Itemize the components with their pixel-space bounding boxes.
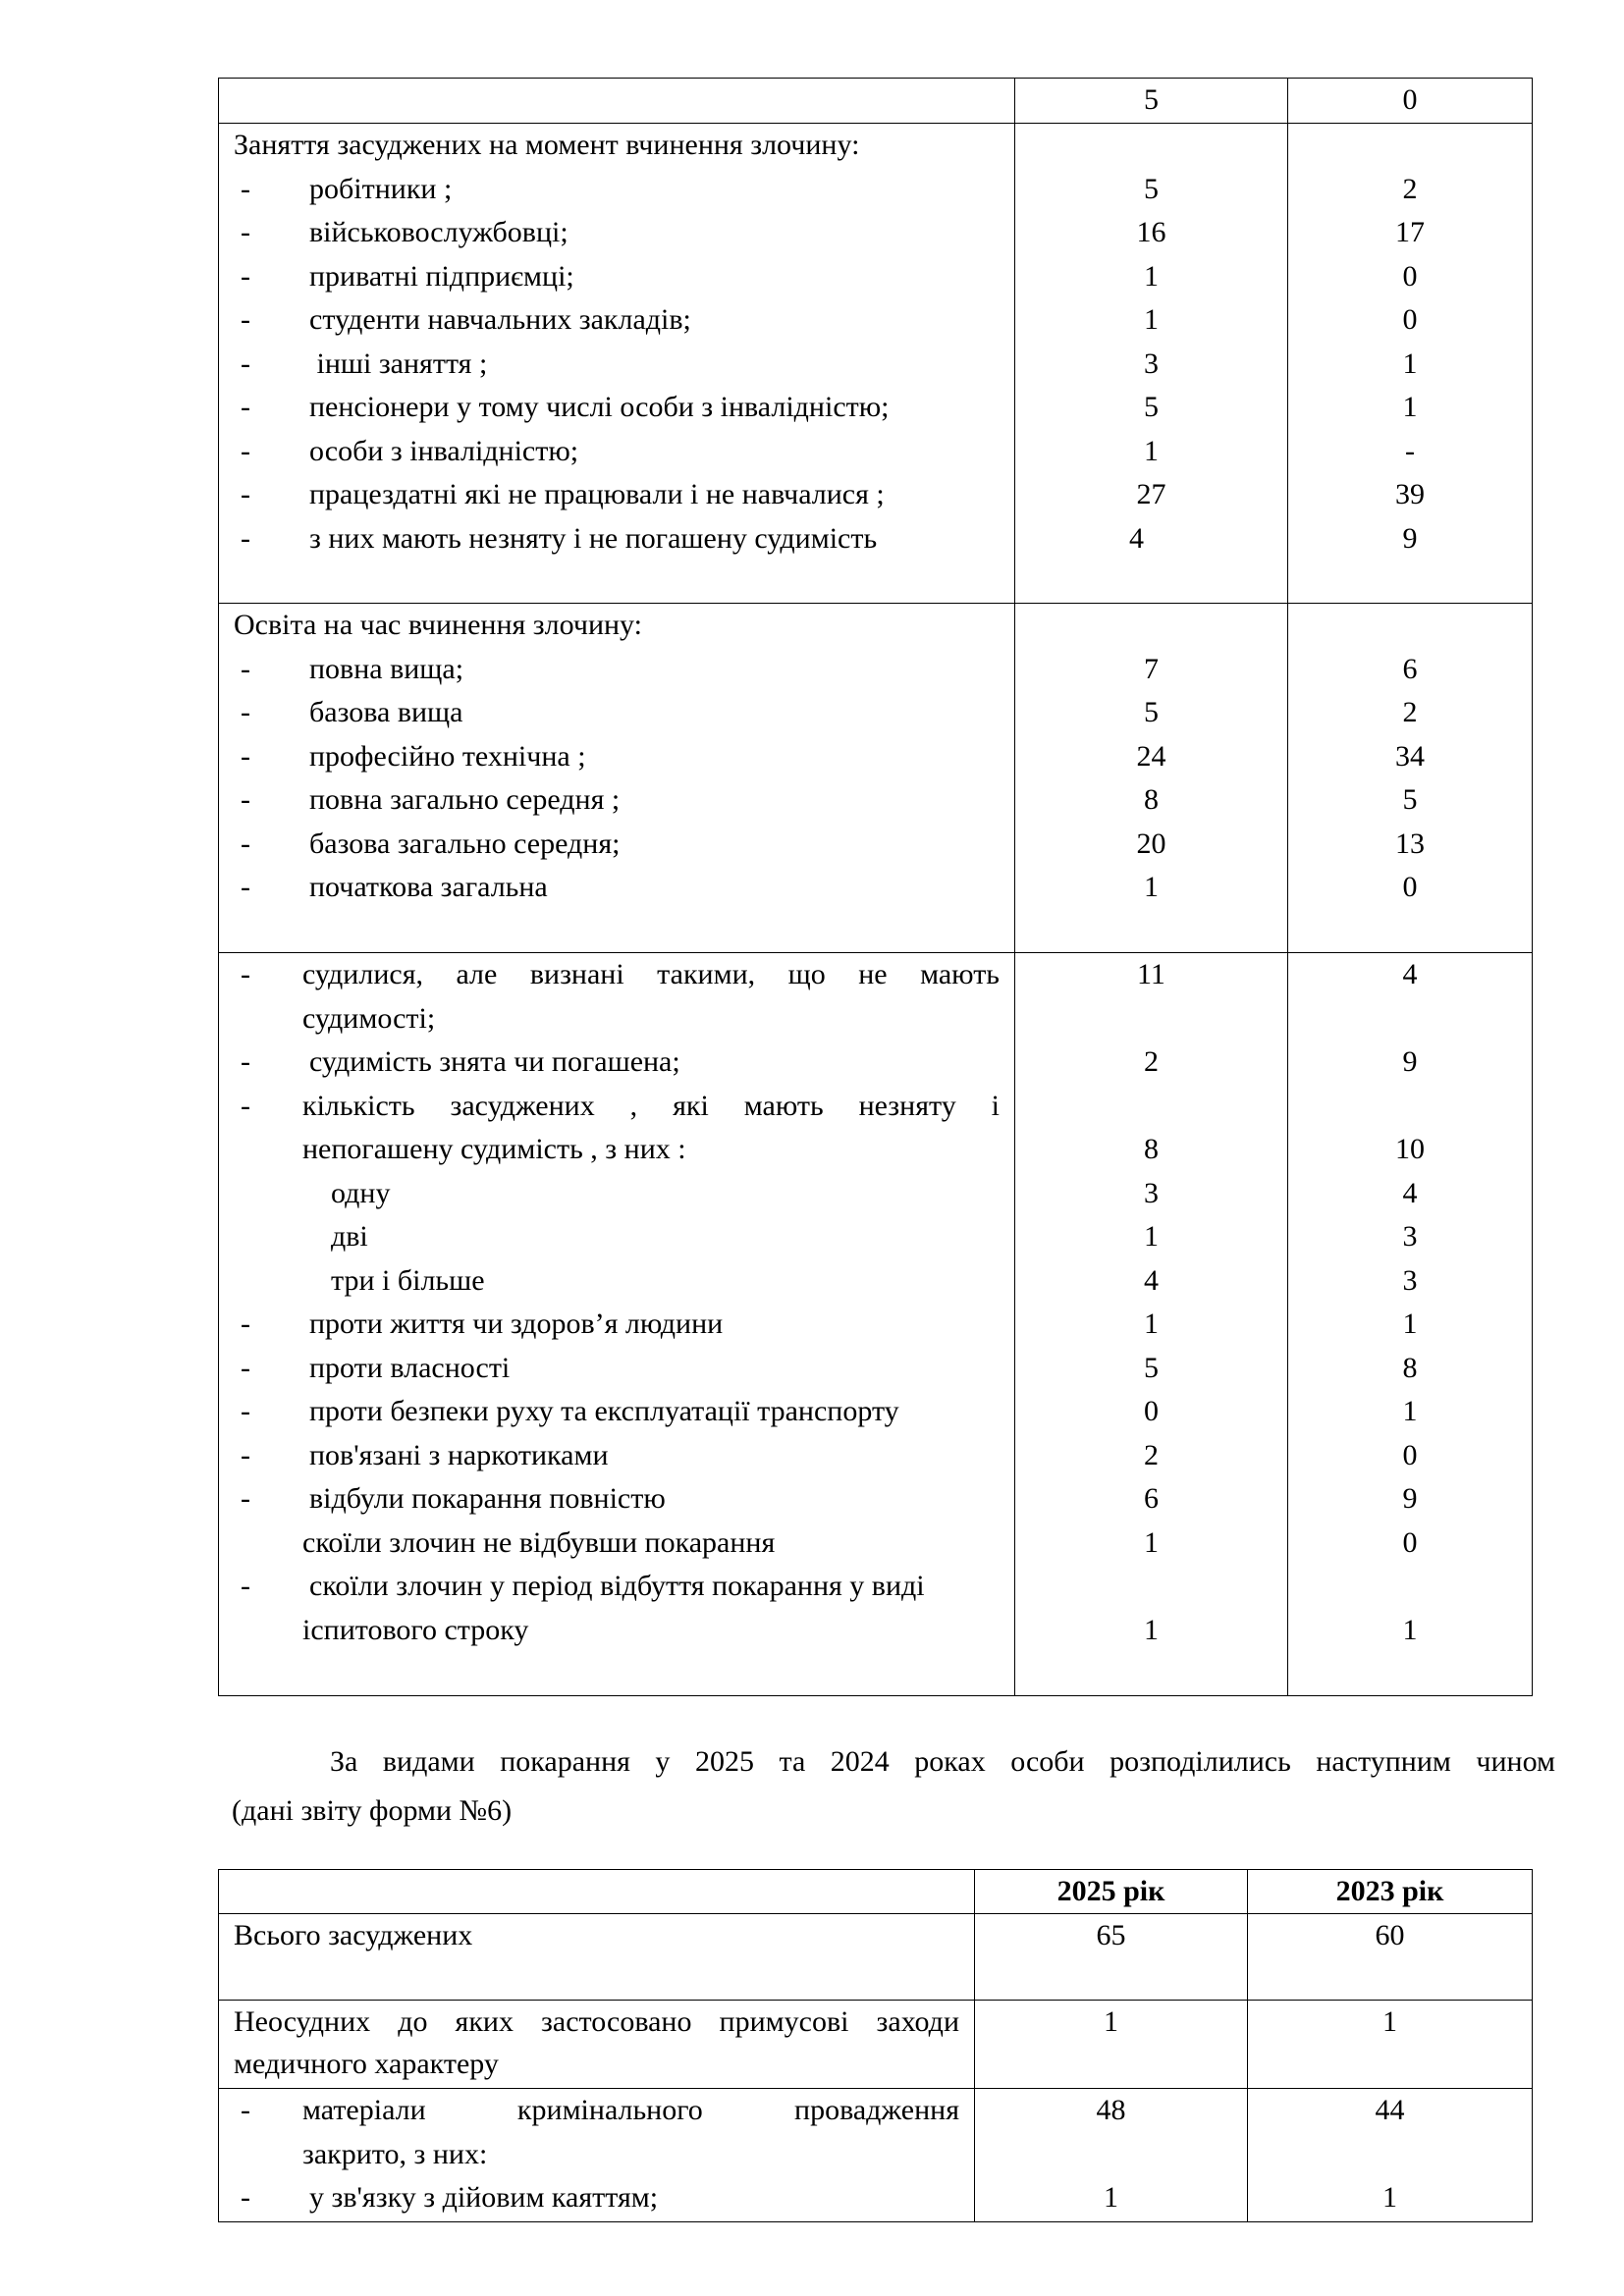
value-2025: 27 bbox=[1136, 478, 1166, 510]
list-item: - базова вища bbox=[241, 696, 463, 728]
value-2024: 1 bbox=[1402, 1613, 1418, 1646]
list-item-continuation: закрито, з них: bbox=[302, 2137, 488, 2170]
list-item: - робітники ; bbox=[241, 172, 453, 205]
value-2023: 1 bbox=[1382, 2181, 1397, 2214]
value-2025: 5 bbox=[1144, 83, 1159, 116]
column-header-2025: 2025 рік bbox=[1056, 1875, 1165, 1907]
list-item: - повна загально середня ; bbox=[241, 783, 621, 816]
list-item: - початкова загальна bbox=[241, 871, 548, 903]
punishment-table bbox=[218, 1869, 1533, 2222]
value-2024: 0 bbox=[1402, 1438, 1418, 1471]
list-item: - скоїли злочин у період відбуття покарання у виді bbox=[241, 1570, 925, 1602]
value-2024: 0 bbox=[1402, 259, 1418, 293]
records-label-cell bbox=[219, 953, 1015, 1696]
table-row bbox=[219, 2001, 1533, 2089]
list-item: - матеріали кримінального провадження bbox=[241, 2094, 959, 2126]
value-2025: 1 bbox=[1104, 2005, 1118, 2038]
value-2024: 1 bbox=[1402, 1308, 1418, 1340]
value-2025: 1 bbox=[1144, 434, 1159, 467]
table-row bbox=[219, 2089, 1533, 2222]
value-2025: 1 bbox=[1144, 1220, 1159, 1253]
value-2024: 34 bbox=[1395, 739, 1425, 773]
occupation-label-cell bbox=[219, 124, 1015, 604]
list-item-continuation: непогашену судимість , з них : bbox=[302, 1133, 686, 1165]
value-2024: 1 bbox=[1402, 391, 1418, 423]
value-2024: 39 bbox=[1395, 478, 1425, 510]
list-item: - військовослужбовці; bbox=[241, 216, 568, 248]
value-2024: 10 bbox=[1395, 1133, 1425, 1165]
value-2025: 2 bbox=[1144, 1438, 1159, 1471]
value-2024: 1 bbox=[1402, 1395, 1418, 1427]
column-header-2023: 2023 рік bbox=[1335, 1875, 1444, 1907]
value-2025: 5 bbox=[1144, 172, 1159, 205]
list-item: - студенти навчальних закладів; bbox=[241, 303, 691, 336]
list-item: скоїли злочин не відбувши покарання bbox=[302, 1525, 776, 1559]
value-2025: 5 bbox=[1144, 696, 1159, 728]
value-2024: 4 bbox=[1402, 958, 1418, 990]
list-item-continuation: судимості; bbox=[302, 1001, 436, 1035]
value-2024: - bbox=[1405, 434, 1415, 467]
statistics-table bbox=[218, 78, 1533, 1696]
value-2024: 0 bbox=[1402, 83, 1418, 116]
value-2024: 9 bbox=[1402, 1045, 1418, 1078]
table-row bbox=[219, 604, 1533, 953]
table-row bbox=[219, 1914, 1533, 2001]
value-2024: 17 bbox=[1395, 216, 1425, 248]
list-item: - з них мають незняту і не погашену судимість bbox=[241, 521, 878, 555]
list-item: - у зв'язку з дійовим каяттям; bbox=[241, 2181, 659, 2214]
list-item: - інші заняття ; bbox=[241, 347, 488, 380]
value-2025: 48 bbox=[1096, 2094, 1126, 2126]
value-2024: 3 bbox=[1402, 1220, 1418, 1253]
table-header-row bbox=[219, 1870, 1533, 1914]
list-item: - професійно технічна ; bbox=[241, 739, 586, 773]
value-2024: 2 bbox=[1402, 172, 1418, 205]
value-2024: 5 bbox=[1402, 783, 1418, 816]
value-2025: 1 bbox=[1144, 259, 1159, 293]
sub-item: три і більше bbox=[331, 1263, 485, 1297]
section-title: Освіта на час вчинення злочину: bbox=[234, 609, 642, 641]
list-item: - пов'язані з наркотиками bbox=[241, 1438, 609, 1471]
values-2024-cell bbox=[1288, 124, 1533, 604]
value-2025: 3 bbox=[1144, 347, 1159, 380]
value-2024: 9 bbox=[1402, 1482, 1418, 1515]
value-2024: 1 bbox=[1402, 347, 1418, 380]
value-2025: 20 bbox=[1136, 827, 1166, 860]
value-2025: 2 bbox=[1144, 1045, 1159, 1078]
row-label-continuation: медичного характеру bbox=[234, 2047, 499, 2080]
value-2025: 5 bbox=[1144, 391, 1159, 423]
value-2023: 60 bbox=[1375, 1919, 1405, 1951]
list-item: - повна вища; bbox=[241, 652, 464, 685]
sub-item: дві bbox=[331, 1220, 368, 1253]
paragraph bbox=[232, 1737, 1555, 1836]
value-2024: 0 bbox=[1402, 1525, 1418, 1559]
table-row bbox=[219, 79, 1533, 124]
value-2025: 1 bbox=[1144, 871, 1159, 903]
value-2023: 44 bbox=[1375, 2094, 1405, 2126]
paragraph-line: (дані звіту форми №6) bbox=[232, 1794, 513, 1827]
education-label-cell bbox=[219, 604, 1015, 953]
list-item: - базова загально середня; bbox=[241, 827, 621, 860]
value-2024: 8 bbox=[1402, 1351, 1418, 1384]
value-2023: 1 bbox=[1382, 2005, 1397, 2038]
value-2025: 16 bbox=[1136, 216, 1166, 248]
values-2025-cell bbox=[1015, 953, 1288, 1696]
value-2025: 6 bbox=[1144, 1482, 1159, 1515]
value-2024: 6 bbox=[1402, 652, 1418, 685]
values-2025-cell bbox=[1015, 604, 1288, 953]
value-2025: 11 bbox=[1137, 958, 1165, 990]
row-label: Неосудних до яких застосовано примусові заходи bbox=[234, 2005, 959, 2038]
values-2024-cell bbox=[1288, 604, 1533, 953]
list-item-continuation: іспитового строку bbox=[302, 1613, 529, 1646]
list-item: - особи з інвалідністю; bbox=[241, 434, 579, 467]
value-2025: 4 bbox=[1129, 521, 1144, 555]
list-item: - проти власності bbox=[241, 1351, 511, 1384]
value-2025: 65 bbox=[1096, 1919, 1126, 1951]
value-2024: 3 bbox=[1402, 1263, 1418, 1297]
list-item: - приватні підприємці; bbox=[241, 259, 574, 293]
value-2025: 3 bbox=[1144, 1176, 1159, 1209]
value-2025: 1 bbox=[1144, 1613, 1159, 1646]
values-2025-cell bbox=[1015, 124, 1288, 604]
section-title: Заняття засуджених на момент вчинення злочину: bbox=[234, 129, 860, 161]
list-item: - судимість знята чи погашена; bbox=[241, 1045, 680, 1078]
value-2025: 1 bbox=[1144, 1525, 1159, 1559]
value-2024: 2 bbox=[1402, 696, 1418, 728]
value-2025: 0 bbox=[1144, 1395, 1159, 1427]
list-item: - працездатні які не працювали і не навчалися ; bbox=[241, 478, 885, 510]
row-label: Всього засуджених bbox=[234, 1919, 473, 1951]
value-2025: 7 bbox=[1144, 652, 1159, 685]
list-item: - судилися, але визнані такими, що не мають bbox=[241, 958, 1000, 990]
list-item: - проти безпеки руху та експлуатації транспорту bbox=[241, 1395, 899, 1427]
list-item: - пенсіонери у тому числі особи з інвалідністю; bbox=[241, 391, 890, 423]
value-2025: 1 bbox=[1144, 303, 1159, 336]
value-2024: 13 bbox=[1395, 827, 1425, 860]
value-2025: 8 bbox=[1144, 783, 1159, 816]
list-item: - кількість засуджених , які мають незняту і bbox=[241, 1089, 1000, 1122]
value-2025: 4 bbox=[1144, 1263, 1159, 1297]
label-cell bbox=[219, 79, 1015, 124]
table-row bbox=[219, 953, 1533, 1696]
value-2025: 24 bbox=[1136, 739, 1166, 773]
value-2024: 0 bbox=[1402, 871, 1418, 903]
value-2024: 9 bbox=[1402, 521, 1418, 555]
value-2025: 5 bbox=[1144, 1351, 1159, 1384]
value-2024: 0 bbox=[1402, 303, 1418, 336]
value-2025: 1 bbox=[1104, 2181, 1118, 2214]
list-item: - відбули покарання повністю bbox=[241, 1482, 666, 1515]
list-item: - проти життя чи здоров’я людини bbox=[241, 1308, 724, 1340]
value-2025: 1 bbox=[1144, 1308, 1159, 1340]
sub-item: одну bbox=[331, 1176, 391, 1209]
paragraph-line: За видами покарання у 2025 та 2024 роках особи розподілились наступним чином bbox=[330, 1745, 1555, 1778]
value-2025: 8 bbox=[1144, 1133, 1159, 1165]
value-2024: 4 bbox=[1402, 1176, 1418, 1209]
table-row bbox=[219, 124, 1533, 604]
values-2024-cell bbox=[1288, 953, 1533, 1696]
